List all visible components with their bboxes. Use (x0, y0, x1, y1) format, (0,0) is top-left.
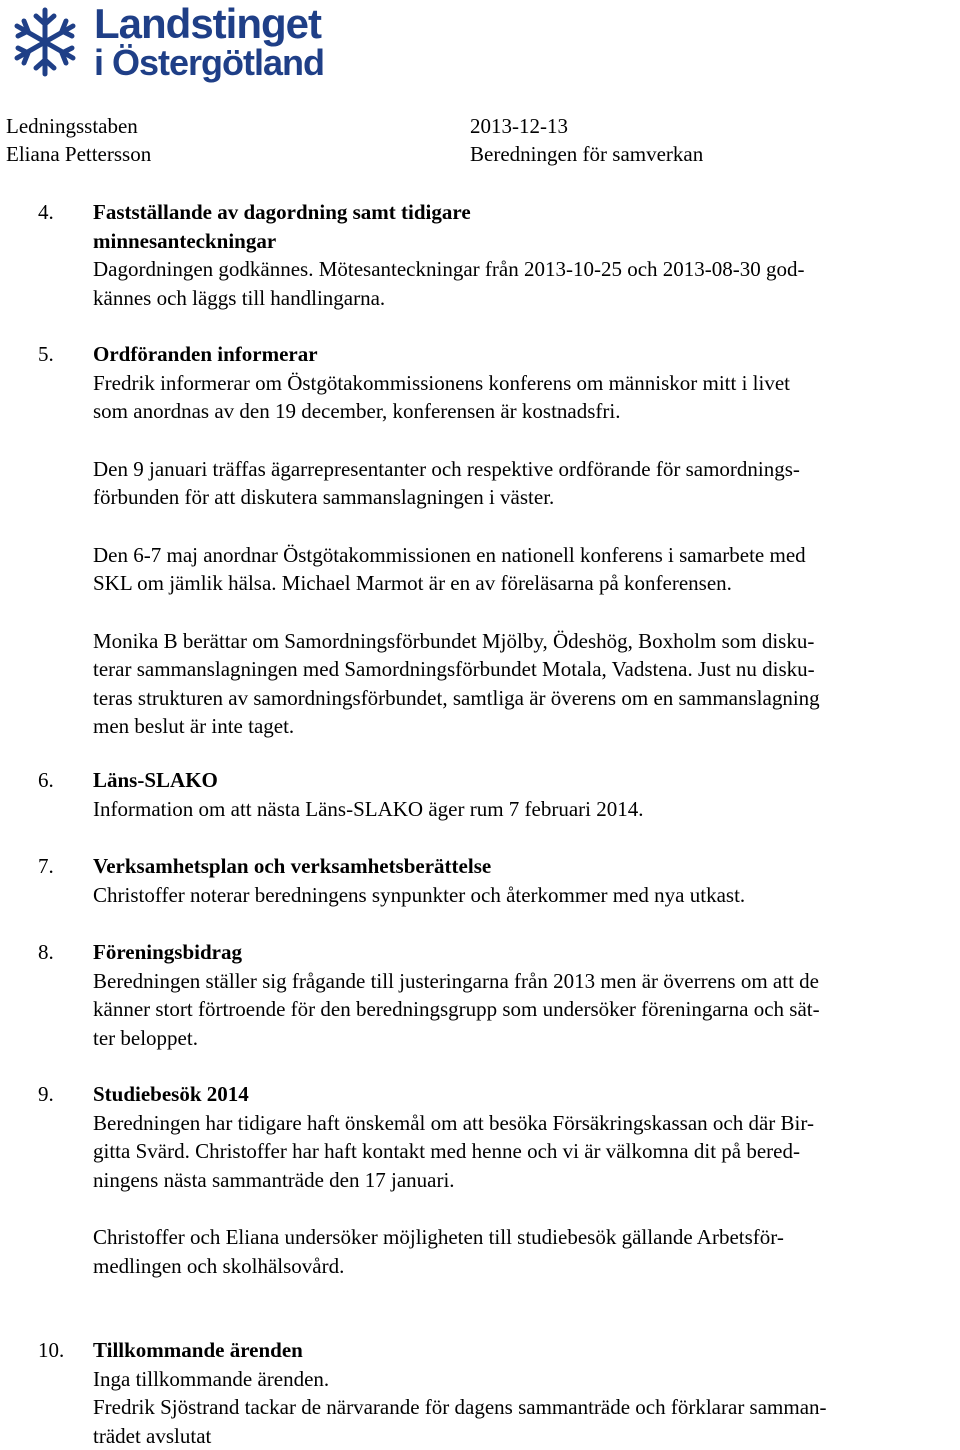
item-title: Ordföranden informerar (93, 340, 955, 369)
item-number: 9. (38, 1080, 54, 1109)
item-number: 8. (38, 938, 54, 967)
item-paragraph: Information om att nästa Läns-SLAKO äger rum 7 februari 2014. (93, 795, 955, 824)
item-paragraph: Christoffer och Eliana undersöker möjligheten till studiebesök gällande Arbetsför- medlingen och skolhälsovård. (93, 1223, 955, 1280)
item-paragraph: Beredningen ställer sig frågande till justeringarna från 2013 men är överrens om att de känner stort förtroende för den beredningsgrupp som undersöker föreningarna och sät- ter beloppet. (93, 967, 955, 1053)
item-number: 4. (38, 198, 54, 227)
item-content (93, 198, 955, 312)
item-number: 5. (38, 340, 54, 369)
item-content (93, 938, 955, 1052)
logo (6, 2, 326, 82)
item-title: Studiebesök 2014 (93, 1080, 955, 1109)
item-paragraph: Den 6-7 maj anordnar Östgötakommissionen en nationell konferens i samarbete med SKL om jämlik hälsa. Michael Marmot är en av föreläsarna på konferensen. (93, 541, 955, 598)
item-content (93, 340, 955, 741)
header-right (470, 112, 703, 168)
document-date: 2013-12-13 (470, 112, 703, 140)
item-paragraph: Monika B berättar om Samordningsförbundet Mjölby, Ödeshög, Boxholm som disku- terar sammanslagningen med Samordningsförbundet Motala, Vadstena. Just nu disku- teras strukturen av samordningsförbundet, samtliga är överens om en sammanslagning men beslut är inte taget. (93, 627, 955, 741)
snowflake-emblem-icon (6, 4, 84, 80)
item-paragraph: Christoffer noterar beredningens synpunkter och återkommer med nya utkast. (93, 881, 955, 910)
item-number: 6. (38, 766, 54, 795)
item-paragraph: Fredrik informerar om Östgötakommissionens konferens om människor mitt i livet som anordnas av den 19 december, konferensen är kostnadsfri. (93, 369, 955, 426)
item-content (93, 1080, 955, 1280)
item-paragraph: Dagordningen godkännes. Mötesanteckningar från 2013-10-25 och 2013-08-30 god- kännes och läggs till handlingarna. (93, 255, 955, 312)
item-content (93, 1336, 955, 1450)
item-number: 10. (38, 1336, 64, 1365)
logo-line-2: i Östergötland (94, 42, 324, 84)
department: Ledningsstaben (6, 112, 151, 140)
item-paragraph: Beredningen har tidigare haft önskemål om att besöka Försäkringskassan och där Bir- gitta Svärd. Christoffer har haft kontakt med henne och vi är välkomna dit på bered- ningens nästa sammanträde den 17 januari. (93, 1109, 955, 1195)
item-content (93, 766, 955, 823)
item-paragraph: Inga tillkommande ärenden. Fredrik Sjöstrand tackar de närvarande för dagens sammanträde och förklarar samman- trädet avslutat (93, 1365, 955, 1450)
item-title: Tillkommande ärenden (93, 1336, 955, 1365)
item-title: Verksamhetsplan och verksamhetsberättelse (93, 852, 955, 881)
logo-line-1: Landstinget (94, 0, 321, 48)
item-paragraph: Den 9 januari träffas ägarrepresentanter och respektive ordförande för samordnings- förbunden för att diskutera sammanslagningen i väster. (93, 455, 955, 512)
committee-name: Beredningen för samverkan (470, 140, 703, 168)
item-number: 7. (38, 852, 54, 881)
item-title: Föreningsbidrag (93, 938, 955, 967)
item-content (93, 852, 955, 909)
author: Eliana Pettersson (6, 140, 151, 168)
item-title: Läns-SLAKO (93, 766, 955, 795)
item-title: Fastställande av dagordning samt tidigare minnesanteckningar (93, 198, 955, 255)
header-left (6, 112, 151, 168)
